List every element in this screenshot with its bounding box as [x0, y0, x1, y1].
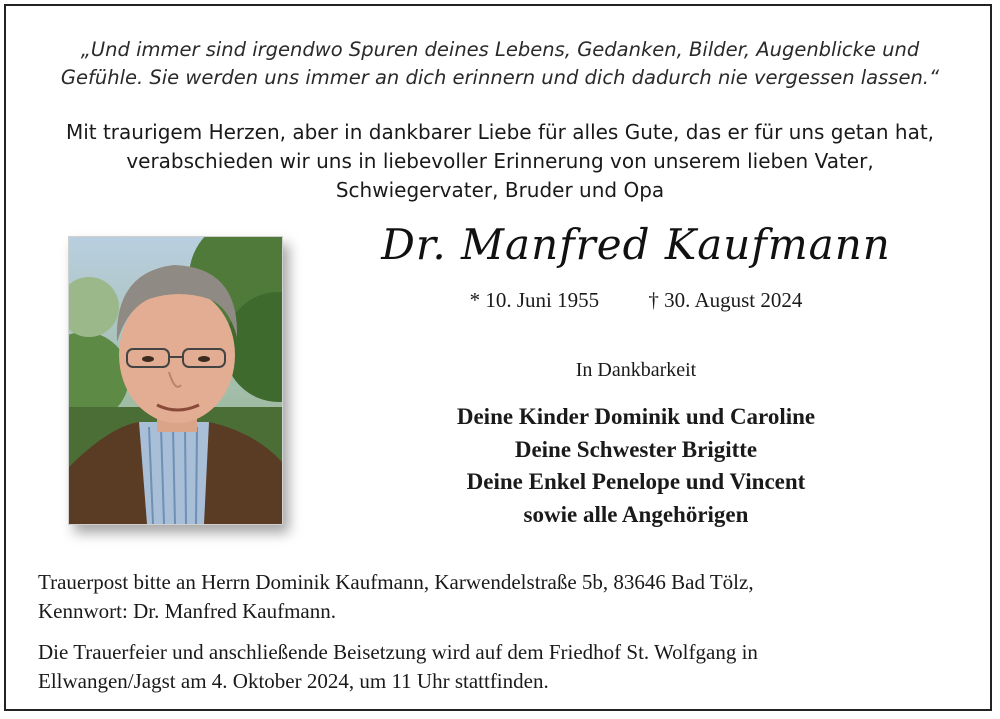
address-line: Kennwort: Dr. Manfred Kaufmann.	[38, 599, 336, 623]
birth-date: * 10. Juni 1955	[469, 288, 600, 312]
intro-line: Schwiegervater, Bruder und Opa	[335, 178, 665, 202]
portrait-image	[69, 237, 282, 524]
mourner-line: Deine Schwester Brigitte	[514, 436, 758, 462]
quote-line: Gefühle. Sie werden uns immer an dich erinnern und dich dadurch nie vergessen lassen.“	[60, 66, 940, 89]
portrait-photo	[68, 236, 283, 525]
ceremony-line: Ellwangen/Jagst am 4. Oktober 2024, um 11 Uhr stattfinden.	[38, 669, 549, 693]
mourners-list	[336, 401, 936, 531]
ceremony-line: Die Trauerfeier und anschließende Beisetzung wird auf dem Friedhof St. Wolfgang in	[38, 640, 758, 664]
mourner-line: sowie alle Angehörigen	[523, 501, 749, 527]
memorial-quote	[6, 36, 994, 92]
ceremony-info	[38, 638, 958, 696]
intro-text	[6, 118, 994, 205]
quote-line: „Und immer sind irgendwo Spuren deines Lebens, Gedanken, Bilder, Augenblicke und	[80, 38, 920, 61]
mourner-line: Deine Kinder Dominik und Caroline	[456, 404, 816, 429]
mourner-line: Deine Enkel Penelope und Vincent	[466, 469, 806, 494]
obituary-card	[4, 4, 992, 711]
thanks-heading: In Dankbarkeit	[575, 359, 697, 381]
deceased-name: Dr. Manfred Kaufmann	[381, 220, 891, 269]
intro-line: verabschieden wir uns in liebevoller Erinnerung von unserem lieben Vater,	[126, 149, 874, 173]
intro-line: Mit traurigem Herzen, aber in dankbarer Liebe für alles Gute, das er für uns getan hat,	[65, 120, 935, 144]
condolence-address	[38, 568, 958, 626]
life-dates	[336, 288, 936, 313]
death-date: † 30. August 2024	[648, 288, 803, 312]
footer-info	[38, 568, 958, 708]
address-line: Trauerpost bitte an Herrn Dominik Kaufmann, Karwendelstraße 5b, 83646 Bad Tölz,	[38, 570, 754, 594]
